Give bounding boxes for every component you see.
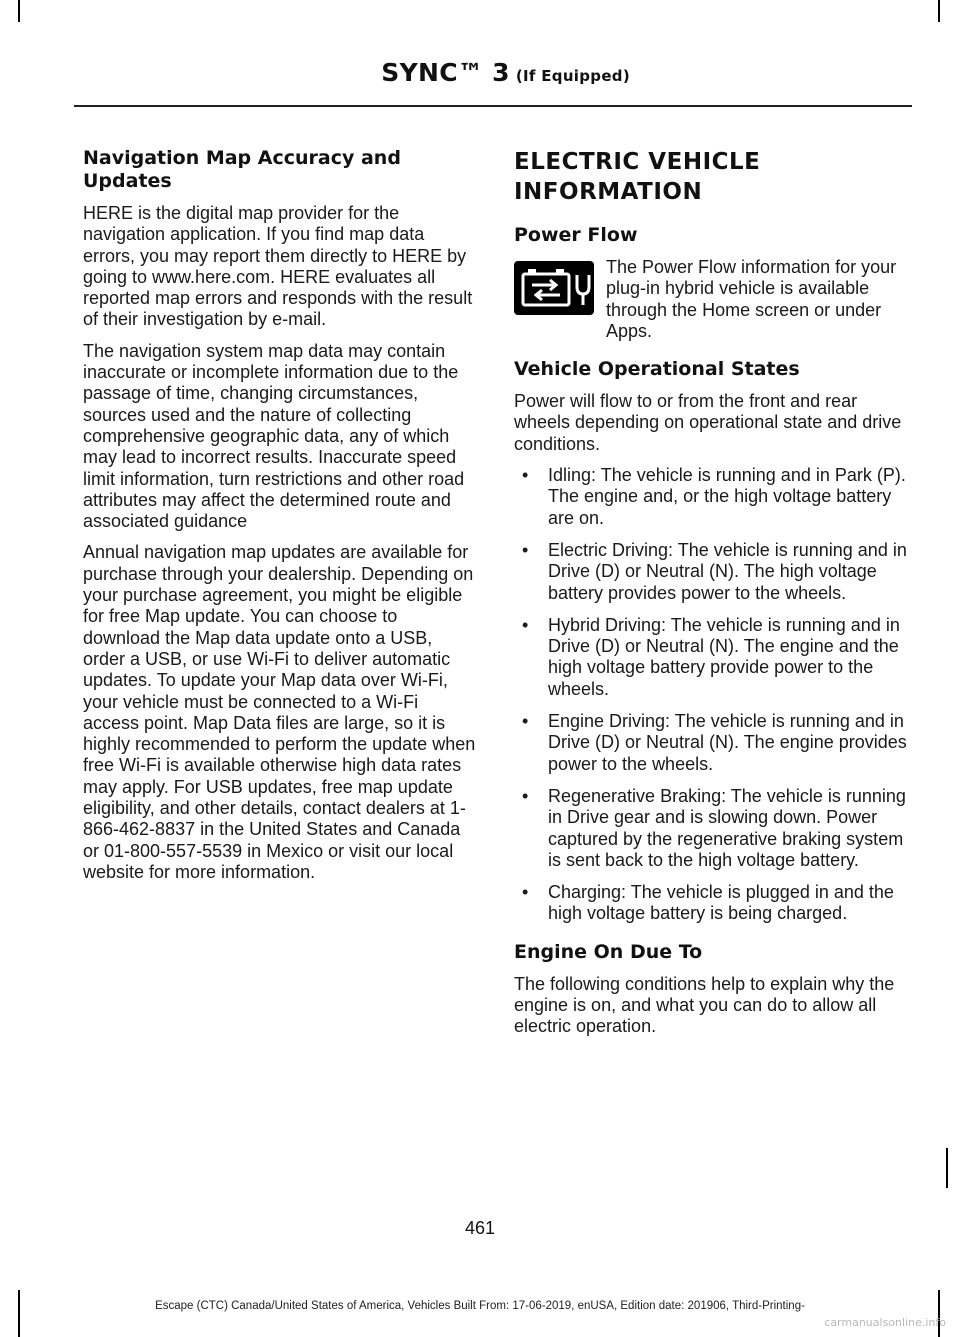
- nav-map-paragraph-2: The navigation system map data may contain inaccurate or incomplete information due to the passage of time, changing circumstances, sources used and the nature of collecting comprehensive geographic data, any of which may lead to incorrect results. Inaccurate speed limit information, turn restrictions and other road attributes may affect the determined route and associated guidance: [83, 340, 465, 532]
- footer-edition-line: Escape (CTC) Canada/United States of America, Vehicles Built From: 17-06-2019, enUSA, Edition date: 201906, Third-Printing-: [155, 1300, 805, 1312]
- header-title: SYNC™ 3: [381, 58, 510, 87]
- watermark: carmanualsonline.info: [824, 1316, 946, 1329]
- header-rule: [74, 105, 912, 107]
- crop-mark-bottom-right: [938, 1290, 940, 1337]
- nav-map-paragraph-3: Annual navigation map updates are available for purchase through your dealership. Depending on your purchase agreement, you might be eligible for free Map update. You can choose to download the Map data update onto a USB, order a USB, or use Wi-Fi to deliver automatic updates. To update your Map data over Wi-Fi, your vehicle must be connected to a Wi-Fi access point. Map Data files are large, so it is highly recommended to perform the update when free Wi-Fi is available otherwise high data rates may apply. For USB updates, free map update eligibility, and other details, contact dealers at 1-866-462-8837 in the United States and Canada or 01-800-557-5539 in Mexico or visit our local website for more information.: [83, 542, 476, 882]
- list-item: • Regenerative Braking: The vehicle is running in Drive gear and is slowing down. Power captured by the regenerative braking system is sent back to the high voltage battery.: [522, 785, 906, 870]
- ev-info-title-line1: ELECTRIC VEHICLE: [514, 149, 761, 175]
- crop-mark-top-right: [938, 0, 940, 22]
- list-item: • Hybrid Driving: The vehicle is running and in Drive (D) or Neutral (N). The engine and the high voltage battery provide power to the wheels.: [522, 614, 900, 699]
- power-flow-battery-icon: [514, 261, 594, 315]
- crop-mark-right-mid: [946, 1148, 948, 1188]
- engine-on-heading: Engine On Due To: [514, 940, 703, 963]
- right-column: [514, 147, 910, 1048]
- nav-map-paragraph-1: HERE is the digital map provider for the navigation application. If you find map data errors, you may report them directly to HERE by going to www.here.com. HERE evaluates all reported map errors and responds with the result of their investigation by e-mail.: [83, 203, 473, 330]
- operational-states-heading: Vehicle Operational States: [514, 358, 800, 381]
- page-number: 461: [464, 1218, 496, 1238]
- power-flow-text: The Power Flow information for your plug-in hybrid vehicle is available through the Home screen or under Apps.: [606, 257, 897, 341]
- operational-states-list: [514, 465, 910, 925]
- crop-mark-top-left: [18, 0, 20, 22]
- power-flow-heading: Power Flow: [514, 224, 638, 246]
- list-item: • Charging: The vehicle is plugged in and the high voltage battery is being charged.: [522, 882, 894, 924]
- left-column: [83, 147, 476, 893]
- crop-mark-bottom-left: [18, 1290, 20, 1337]
- ev-info-title-line2: INFORMATION: [514, 179, 703, 205]
- ev-info-title: [514, 147, 910, 207]
- nav-map-heading: Navigation Map Accuracy and Updates: [83, 147, 401, 192]
- operational-states-intro: Power will flow to or from the front and rear wheels depending on operational state and drive conditions.: [514, 391, 902, 454]
- header-subtitle: (If Equipped): [515, 67, 630, 85]
- list-item: • Idling: The vehicle is running and in Park (P). The engine and, or the high voltage battery are on.: [522, 465, 906, 528]
- running-header: [381, 58, 630, 87]
- engine-on-text: The following conditions help to explain why the engine is on, and what you can do to allow all electric operation.: [514, 973, 895, 1037]
- list-item: • Engine Driving: The vehicle is running and in Drive (D) or Neutral (N). The engine provides power to the wheels.: [522, 711, 907, 774]
- list-item: • Electric Driving: The vehicle is running and in Drive (D) or Neutral (N). The high voltage battery provides power to the wheels.: [522, 539, 907, 603]
